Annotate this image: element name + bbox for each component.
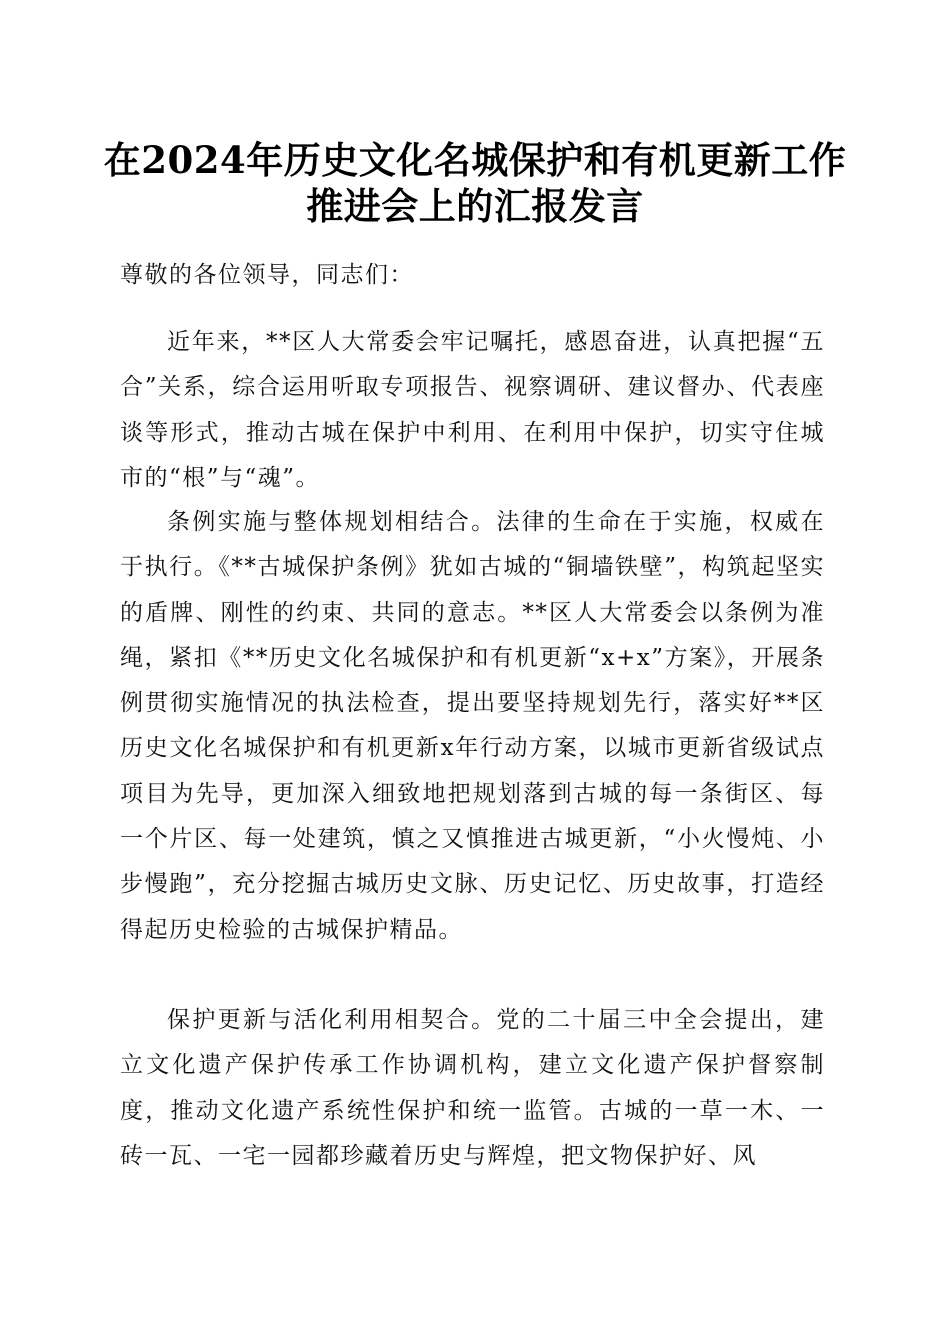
paragraph-regulation-planning: 条例实施与整体规划相结合。法律的生命在于实施，权威在于执行。《**古城保护条例》犹如古城的“铜墙铁壁”，构筑起坚实的盾牌、刚性的约束、共同的意志。**区人大常委会以条例为准绳，紧扣《**历史文化名城保护和有机更新“x+x”方案》，开展条例贯彻实施情况的执法检查，提出要坚持规划先行，落实好**区历史文化名城保护和有机更新x年行动方案，以城市更新省级试点项目为先导，更加深入细致地把规划落到古城的每一条街区、每一个片区、每一处建筑，慎之又慎推进古城更新，“小火慢炖、小步慢跑”，充分挖掘古城历史文脉、历史记忆、历史故事，打造经得起历史检验的古城保护精品。 <box>120 509 825 943</box>
paragraph-intro: 近年来，**区人大常委会牢记嘱托，感恩奋进，认真把握“五合”关系，综合运用听取专项报告、视察调研、建议督办、代表座谈等形式，推动古城在保护中利用、在利用中保护，切实守住城市的“根”与“魂”。 <box>120 329 825 491</box>
greeting: 尊敬的各位领导，同志们： <box>120 262 414 288</box>
paragraph-protection-utilization: 保护更新与活化利用相契合。党的二十届三中全会提出，建立文化遗产保护传承工作协调机构，建立文化遗产保护督察制度，推动文化遗产系统性保护和统一监管。古城的一草一木、一砖一瓦、一宅一园都珍藏着历史与辉煌，把文物保护好、风 <box>120 1007 825 1169</box>
document-title-line-2: 推进会上的汇报发言 <box>306 184 644 228</box>
document-title-line-1: 在2024年历史文化名城保护和有机更新工作 <box>103 138 847 182</box>
